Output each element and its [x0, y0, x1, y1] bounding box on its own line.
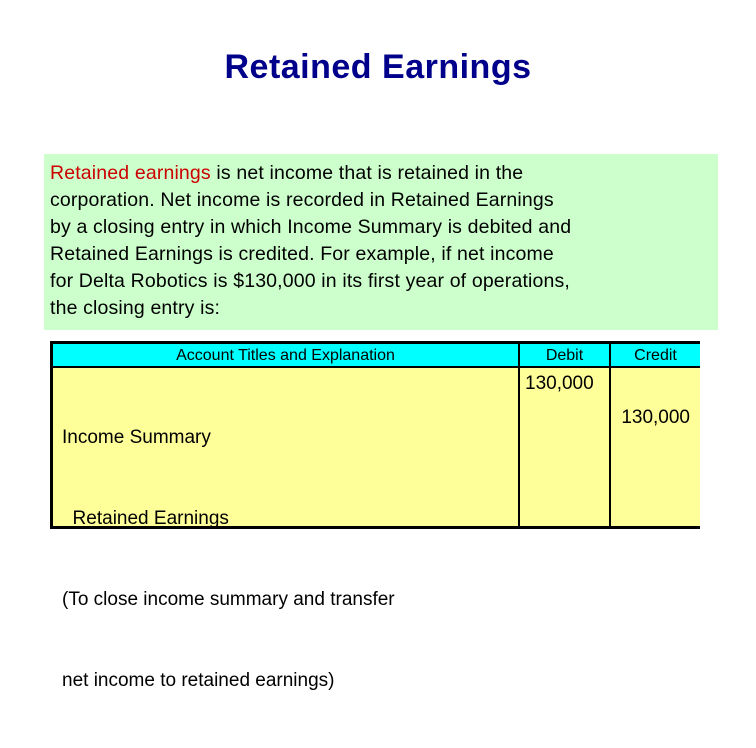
entry-credit-account: Retained Earnings — [62, 508, 229, 529]
journal-entry-description — [62, 370, 512, 748]
credit-amount: 130,000 — [621, 407, 690, 428]
explanation-line-3: by a closing entry in which Income Summary is debited and — [50, 216, 572, 238]
journal-header-row — [53, 344, 700, 368]
slide-title: Retained Earnings — [224, 48, 532, 86]
explanation-text: is net income that is retained in the — [210, 162, 524, 184]
explanation-box — [44, 154, 718, 330]
entry-debit-account: Income Summary — [62, 427, 211, 448]
header-debit: Debit — [545, 347, 584, 364]
debit-amount: 130,000 — [525, 373, 594, 394]
explanation-line-5: for Delta Robotics is $130,000 in its first year of operations, — [50, 270, 570, 292]
explanation-line-6: the closing entry is: — [50, 297, 221, 319]
explanation-line-1 — [50, 160, 712, 187]
term-retained-earnings: Retained earnings — [50, 162, 211, 184]
column-divider-debit — [518, 344, 520, 529]
entry-explanation-line-1: (To close income summary and transfer — [62, 589, 395, 610]
entry-explanation-line-2: net income to retained earnings) — [62, 670, 335, 691]
explanation-line-2: corporation. Net income is recorded in Retained Earnings — [50, 189, 554, 211]
journal-entry-table — [50, 341, 700, 691]
header-credit: Credit — [634, 347, 677, 364]
explanation-line-4: Retained Earnings is credited. For example, if net income — [50, 243, 554, 265]
column-divider-credit — [609, 344, 611, 529]
header-account-titles: Account Titles and Explanation — [176, 347, 395, 364]
